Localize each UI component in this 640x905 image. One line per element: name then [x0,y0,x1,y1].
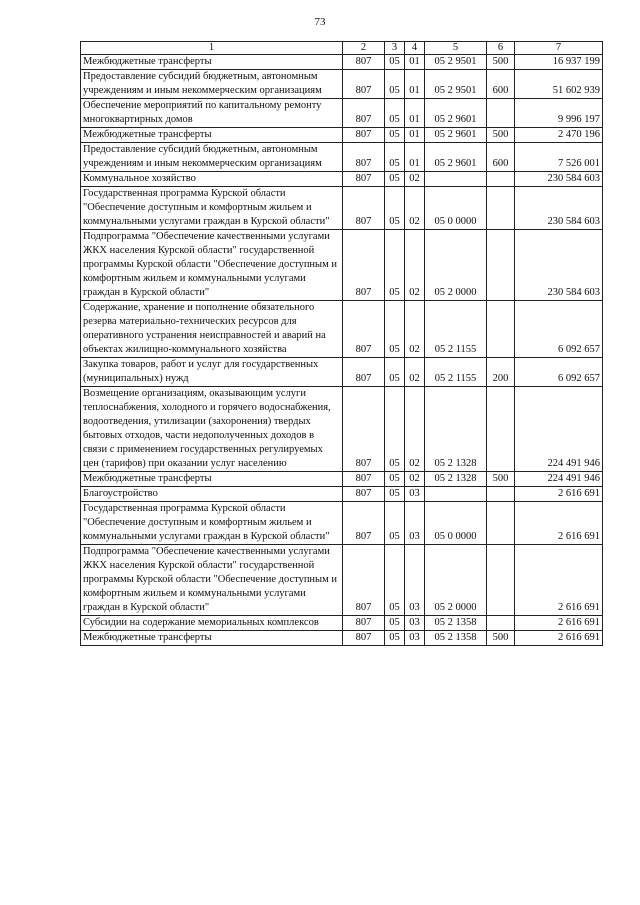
row-csr-code: 05 2 1328 [425,472,487,487]
row-rz-code: 05 [385,99,405,128]
row-csr-code: 05 0 0000 [425,187,487,230]
row-gr-code: 807 [343,172,385,187]
row-pr-code: 01 [405,55,425,70]
row-name: Государственная программа Курской области "Обеспечение доступным и комфортным жильем и коммунальными услугами граждан в Курской области" [81,187,343,230]
row-vr-code [487,387,515,472]
row-gr-code: 807 [343,502,385,545]
row-name: Возмещение организациям, оказывающим услуги теплоснабжения, холодного и горячего водоснабжения, водоотведения, утилизации (захоронения) твердых бытовых отходов, части недополученных доходов в связи с применением государственных регулируемых цен (тарифов) при оказании услуг населению [81,387,343,472]
row-rz-code: 05 [385,55,405,70]
row-rz-code: 05 [385,358,405,387]
table-row [81,70,603,99]
row-gr-code: 807 [343,387,385,472]
row-pr-code: 02 [405,301,425,358]
table-row [81,230,603,301]
row-csr-code: 05 2 0000 [425,230,487,301]
budget-table [80,41,603,646]
column-header: 7 [515,42,603,55]
row-amount: 2 616 691 [515,616,603,631]
row-amount: 230 584 603 [515,230,603,301]
row-csr-code: 05 2 1358 [425,616,487,631]
row-pr-code: 02 [405,172,425,187]
row-amount: 6 092 657 [515,358,603,387]
row-amount: 7 526 001 [515,143,603,172]
table-row [81,472,603,487]
row-name: Межбюджетные трансферты [81,631,343,646]
row-vr-code: 600 [487,70,515,99]
row-pr-code: 02 [405,230,425,301]
row-csr-code: 05 2 1155 [425,358,487,387]
row-csr-code: 05 2 9601 [425,143,487,172]
row-amount: 224 491 946 [515,472,603,487]
row-name: Межбюджетные трансферты [81,472,343,487]
row-vr-code: 200 [487,358,515,387]
table-row [81,55,603,70]
table-row [81,631,603,646]
row-rz-code: 05 [385,631,405,646]
column-header: 2 [343,42,385,55]
row-pr-code: 03 [405,631,425,646]
row-gr-code: 807 [343,631,385,646]
row-gr-code: 807 [343,545,385,616]
row-vr-code [487,301,515,358]
row-csr-code: 05 0 0000 [425,502,487,545]
table-row [81,387,603,472]
row-name: Межбюджетные трансферты [81,128,343,143]
row-pr-code: 01 [405,143,425,172]
row-name: Предоставление субсидий бюджетным, автономным учреждениям и иным некоммерческим организациям [81,70,343,99]
row-vr-code [487,502,515,545]
row-csr-code: 05 2 9601 [425,99,487,128]
row-amount: 2 616 691 [515,502,603,545]
column-header: 6 [487,42,515,55]
row-csr-code: 05 2 1358 [425,631,487,646]
table-row [81,172,603,187]
row-gr-code: 807 [343,70,385,99]
table-row [81,143,603,172]
row-amount: 51 602 939 [515,70,603,99]
row-rz-code: 05 [385,301,405,358]
column-header: 5 [425,42,487,55]
row-csr-code: 05 2 9501 [425,55,487,70]
row-vr-code: 500 [487,472,515,487]
row-name: Обеспечение мероприятий по капитальному ремонту многоквартирных домов [81,99,343,128]
row-vr-code [487,172,515,187]
row-name: Межбюджетные трансферты [81,55,343,70]
row-amount: 230 584 603 [515,187,603,230]
row-pr-code: 03 [405,487,425,502]
row-rz-code: 05 [385,172,405,187]
row-rz-code: 05 [385,387,405,472]
row-vr-code [487,487,515,502]
row-pr-code: 03 [405,545,425,616]
row-amount: 224 491 946 [515,387,603,472]
row-rz-code: 05 [385,545,405,616]
row-csr-code: 05 2 0000 [425,545,487,616]
table-row [81,301,603,358]
row-vr-code [487,545,515,616]
row-gr-code: 807 [343,301,385,358]
row-vr-code: 500 [487,128,515,143]
row-amount: 230 584 603 [515,172,603,187]
table-row [81,99,603,128]
row-gr-code: 807 [343,128,385,143]
table-header-row [81,42,603,55]
row-csr-code: 05 2 9501 [425,70,487,99]
row-gr-code: 807 [343,99,385,128]
column-header: 1 [81,42,343,55]
row-pr-code: 02 [405,387,425,472]
row-amount: 9 996 197 [515,99,603,128]
row-vr-code: 600 [487,143,515,172]
row-pr-code: 02 [405,358,425,387]
row-csr-code [425,172,487,187]
row-name: Подпрограмма "Обеспечение качественными услугами ЖКХ населения Курской области" государственной программы Курской области "Обеспечение доступным и комфортным жильем и коммунальными услугами граждан в Курской области" [81,230,343,301]
row-amount: 2 616 691 [515,631,603,646]
row-name: Содержание, хранение и пополнение обязательного резерва материально-технических ресурсов для оперативного устранения неисправностей и аварий на объектах жилищно-коммунального хозяйства [81,301,343,358]
row-amount: 2 616 691 [515,545,603,616]
row-pr-code: 03 [405,616,425,631]
row-gr-code: 807 [343,616,385,631]
row-name: Предоставление субсидий бюджетным, автономным учреждениям и иным некоммерческим организациям [81,143,343,172]
table-row [81,487,603,502]
row-rz-code: 05 [385,487,405,502]
row-name: Благоустройство [81,487,343,502]
row-amount: 2 616 691 [515,487,603,502]
row-vr-code [487,616,515,631]
table-row [81,128,603,143]
row-amount: 6 092 657 [515,301,603,358]
row-gr-code: 807 [343,143,385,172]
row-csr-code: 05 2 1328 [425,387,487,472]
table-row [81,616,603,631]
row-rz-code: 05 [385,230,405,301]
row-rz-code: 05 [385,472,405,487]
row-pr-code: 01 [405,128,425,143]
row-gr-code: 807 [343,472,385,487]
table-row [81,187,603,230]
page-number: 73 [314,16,326,28]
row-pr-code: 02 [405,472,425,487]
row-vr-code: 500 [487,55,515,70]
table-row [81,502,603,545]
row-name: Закупка товаров, работ и услуг для государственных (муниципальных) нужд [81,358,343,387]
row-name: Государственная программа Курской области "Обеспечение доступным и комфортным жильем и коммунальными услугами граждан в Курской области" [81,502,343,545]
row-gr-code: 807 [343,358,385,387]
row-rz-code: 05 [385,502,405,545]
row-gr-code: 807 [343,187,385,230]
row-csr-code: 05 2 1155 [425,301,487,358]
row-vr-code: 500 [487,631,515,646]
row-name: Субсидии на содержание мемориальных комплексов [81,616,343,631]
row-name: Подпрограмма "Обеспечение качественными услугами ЖКХ населения Курской области" государственной программы Курской области "Обеспечение доступным и комфортным жильем и коммунальными услугами граждан в Курской области" [81,545,343,616]
row-gr-code: 807 [343,55,385,70]
row-rz-code: 05 [385,143,405,172]
row-amount: 2 470 196 [515,128,603,143]
row-csr-code [425,487,487,502]
row-vr-code [487,187,515,230]
row-gr-code: 807 [343,487,385,502]
column-header: 4 [405,42,425,55]
row-pr-code: 03 [405,502,425,545]
row-name: Коммунальное хозяйство [81,172,343,187]
row-vr-code [487,230,515,301]
row-csr-code: 05 2 9601 [425,128,487,143]
table-row [81,358,603,387]
row-pr-code: 01 [405,70,425,99]
row-amount: 16 937 199 [515,55,603,70]
row-rz-code: 05 [385,187,405,230]
column-header: 3 [385,42,405,55]
table-row [81,545,603,616]
row-pr-code: 02 [405,187,425,230]
row-vr-code [487,99,515,128]
row-rz-code: 05 [385,616,405,631]
row-pr-code: 01 [405,99,425,128]
row-gr-code: 807 [343,230,385,301]
row-rz-code: 05 [385,128,405,143]
row-rz-code: 05 [385,70,405,99]
